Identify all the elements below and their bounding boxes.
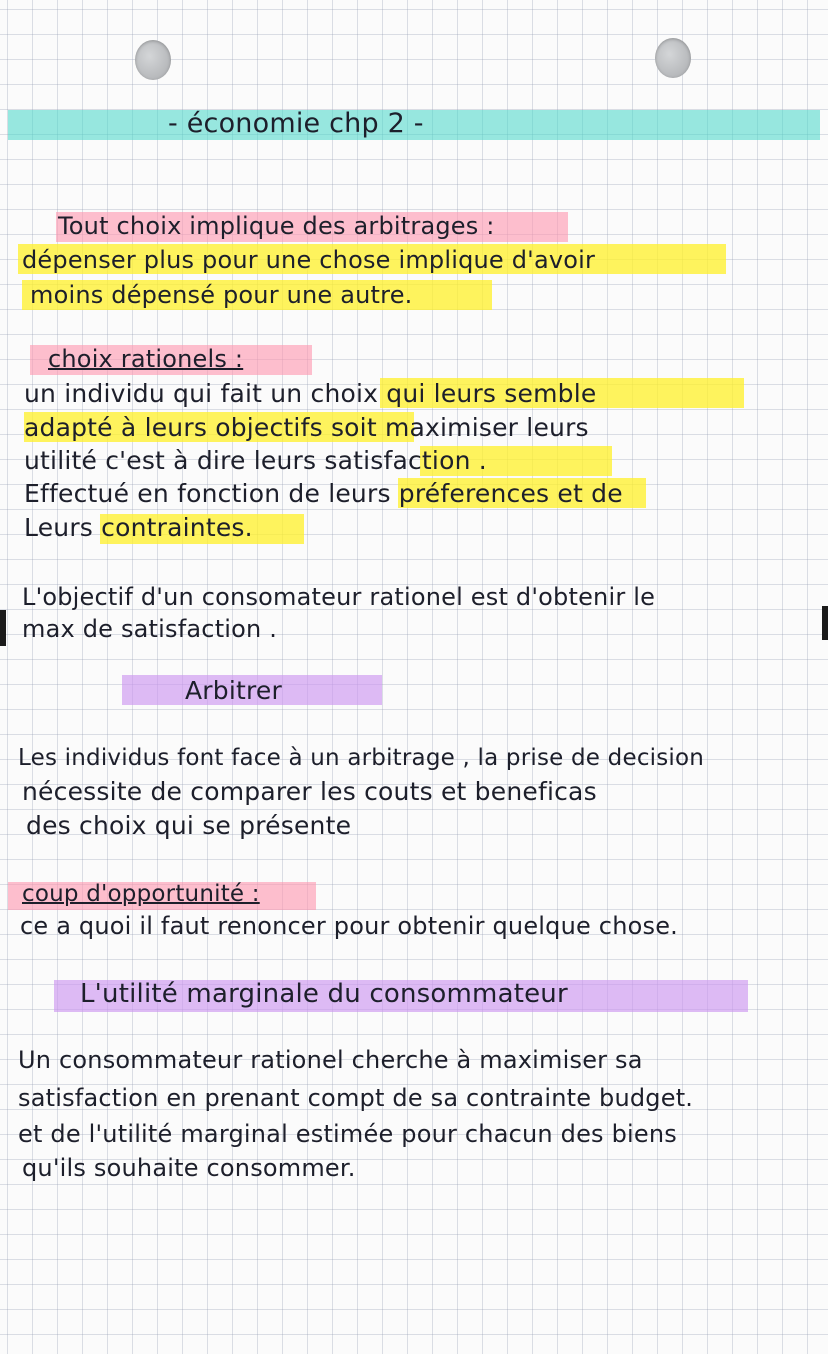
arbitrer-line-1: Les individus font face à un arbitrage , la prise de decision xyxy=(18,745,705,771)
rational-heading: choix rationels : xyxy=(48,345,244,373)
marginal-line-2: satisfaction en prenant compt de sa contrainte budget. xyxy=(18,1084,694,1112)
marginal-line-4: qu'ils souhaite consommer. xyxy=(22,1154,356,1182)
objective-line-2: max de satisfaction . xyxy=(22,615,278,643)
marginal-line-1: Un consommateur rationel cherche à maximiser sa xyxy=(18,1046,643,1074)
arbitrer-line-2: nécessite de comparer les couts et beneficas xyxy=(22,777,597,806)
rational-line-2: adapté à leurs objectifs soit maximiser leurs xyxy=(24,413,589,442)
page-title: - économie chp 2 - xyxy=(168,108,424,139)
marginal-heading: L'utilité marginale du consommateur xyxy=(80,979,568,1009)
marginal-line-3: et de l'utilité marginal estimée pour chacun des biens xyxy=(18,1120,677,1148)
arbitrer-line-3: des choix qui se présente xyxy=(26,811,352,840)
intro-line-2: dépenser plus pour une chose implique d'avoir xyxy=(22,246,596,274)
punch-hole-left xyxy=(135,40,171,80)
rational-line-3: utilité c'est à dire leurs satisfaction . xyxy=(24,446,487,475)
punch-hole-right xyxy=(655,38,691,78)
rational-line-1: un individu qui fait un choix qui leurs semble xyxy=(24,379,597,408)
binder-mark-right xyxy=(822,606,828,640)
opportunity-heading: coup d'opportunité : xyxy=(22,881,260,907)
opportunity-line-1: ce a quoi il faut renoncer pour obtenir quelque chose. xyxy=(20,912,678,940)
intro-line-3: moins dépensé pour une autre. xyxy=(30,281,413,309)
arbitrer-heading: Arbitrer xyxy=(185,676,282,705)
intro-line-1: Tout choix implique des arbitrages : xyxy=(58,212,495,240)
objective-line-1: L'objectif d'un consomateur rationel est d'obtenir le xyxy=(22,583,656,611)
binder-mark-left xyxy=(0,610,6,646)
rational-line-5: Leurs contraintes. xyxy=(24,513,253,542)
rational-line-4: Effectué en fonction de leurs préferences et de xyxy=(24,479,623,508)
